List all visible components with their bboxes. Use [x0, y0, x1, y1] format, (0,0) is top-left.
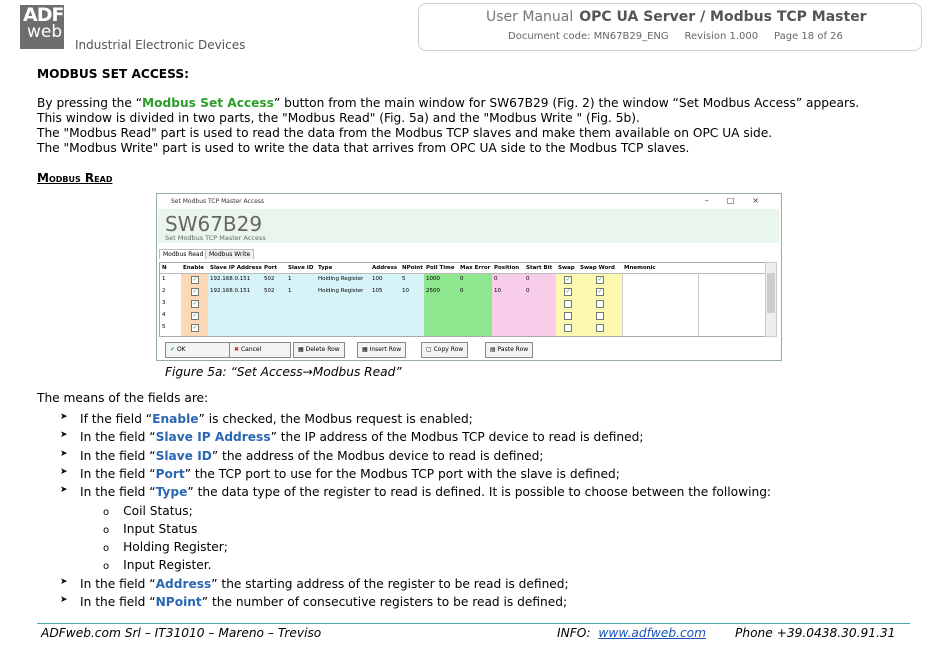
grid-cell[interactable]: 0	[494, 276, 498, 282]
grid-checkbox[interactable]: ✓	[565, 276, 571, 283]
type-option: o Holding Register;	[103, 540, 228, 555]
field-description: ➤ In the field “Port” the TCP port to use for the Modbus TCP port with the slave is defined;	[60, 466, 620, 481]
app-name: SW67B29	[165, 212, 263, 236]
grid-checkbox[interactable]: ✓	[192, 324, 198, 331]
bullet-icon: ➤	[60, 485, 68, 496]
fields-intro: The means of the fields are:	[37, 391, 209, 405]
grid-cell[interactable]: 100	[372, 276, 383, 282]
col-poll: Poll Time	[426, 265, 455, 271]
grid-checkbox[interactable]	[564, 324, 572, 332]
col-n: N	[162, 265, 167, 271]
grid-cell[interactable]: 502	[264, 276, 275, 282]
logo-bottom-text: web	[27, 22, 63, 42]
header-subline: Document code: MN67B29_ENG Revision 1.000 Page 18 of 26	[508, 31, 843, 42]
grid-cell[interactable]: 1	[288, 276, 292, 282]
paste-row-button[interactable]: ▤ Paste Row	[485, 342, 533, 358]
window-titlebar: Set Modbus TCP Master Access –□×	[157, 194, 781, 209]
grid-checkbox[interactable]	[596, 324, 604, 332]
grid-cell[interactable]: 1000	[426, 276, 440, 282]
website-link[interactable]: www.adfweb.com	[598, 626, 707, 640]
cancel-button[interactable]: ✖ Cancel	[229, 342, 291, 358]
grid-cell[interactable]: 0	[460, 288, 464, 294]
modbus-read-window	[156, 193, 782, 361]
col-swapword: Swap Word	[580, 265, 615, 271]
tab-modbus-read[interactable]: Modbus Read	[159, 249, 207, 259]
type-option: o Input Register.	[103, 558, 212, 573]
grid-cell[interactable]: 502	[264, 288, 275, 294]
col-npoint: NPoint	[402, 265, 423, 271]
grid-cell[interactable]: 2500	[426, 288, 440, 294]
subsection-title: Modbus Read	[37, 171, 113, 185]
grid-cell[interactable]: 10	[402, 288, 409, 294]
col-enable: Enable	[183, 265, 204, 271]
grid-checkbox[interactable]: ✓	[192, 276, 198, 283]
col-port: Port	[264, 265, 278, 271]
type-option: o Coil Status;	[103, 503, 193, 518]
grid-checkbox[interactable]: ✓	[597, 276, 603, 283]
grid-cell[interactable]: 0	[526, 288, 530, 294]
grid-scrollbar[interactable]	[765, 262, 777, 337]
intro-paragraph: By pressing the “Modbus Set Access” button from the main window for SW67B29 (Fig. 2) the window “Set Modbus Access” appears. This window is divided in two parts, the "Modbus Read" (Fig. 5a) and the "Modbus Write " (Fig. 5b). The "Modbus Read" part is used to read the data from the Modbus TCP slaves and make them available on OPC UA side. The "Modbus Write" part is used to write the data that arrives from OPC UA side to the Modbus TCP slaves.	[37, 96, 860, 155]
col-maxerr: Max Error	[460, 265, 491, 271]
grid-cell[interactable]: 10	[494, 288, 501, 294]
col-address: Address	[372, 265, 398, 271]
col-position: Position	[494, 265, 520, 271]
col-slave-id: Slave ID	[288, 265, 314, 271]
app-subtitle: Set Modbus TCP Master Access	[165, 234, 266, 242]
grid-checkbox[interactable]	[564, 312, 572, 320]
field-description: ➤ In the field “Slave ID” the address of the Modbus device to read is defined;	[60, 448, 544, 463]
grid-cell[interactable]: 1	[162, 276, 166, 282]
col-swap: Swap	[558, 265, 575, 271]
grid-cell[interactable]: 5	[162, 324, 166, 330]
col-type: Type	[318, 265, 333, 271]
col-startbit: Start Bit	[526, 265, 553, 271]
grid-checkbox[interactable]	[596, 300, 604, 308]
insert-row-button[interactable]: ▦ Insert Row	[357, 342, 406, 358]
window-controls[interactable]: –□×	[704, 196, 777, 205]
grid-checkbox[interactable]: ✓	[192, 300, 198, 307]
col-ip: Slave IP Address	[210, 265, 262, 271]
grid-cell[interactable]: 3	[162, 300, 166, 306]
bullet-icon: ➤	[60, 466, 68, 477]
grid-cell[interactable]: 0	[460, 276, 464, 282]
field-description: ➤ In the field “Slave IP Address” the IP address of the Modbus TCP device to read is defined;	[60, 430, 644, 445]
grid-cell[interactable]: 2	[162, 288, 166, 294]
col-mnemonic: Mnemonic	[624, 265, 656, 271]
logo-top-text: ADF	[23, 4, 64, 26]
field-description: ➤ In the field “Address” the starting address of the register to be read is defined;	[60, 576, 569, 591]
footer-info: INFO: www.adfweb.com	[557, 626, 707, 640]
field-description: ➤ If the field “Enable” is checked, the Modbus request is enabled;	[60, 412, 473, 426]
delete-row-button[interactable]: ▦ Delete Row	[293, 342, 345, 358]
copy-row-button[interactable]: ▢ Copy Row	[421, 342, 468, 358]
ok-button[interactable]: ✔ OK	[165, 342, 231, 358]
grid-cell[interactable]: Holding Register	[318, 288, 364, 294]
tagline: Industrial Electronic Devices	[75, 38, 246, 52]
bullet-icon: ➤	[60, 576, 68, 587]
footer-phone: Phone +39.0438.30.91.31	[735, 626, 896, 640]
grid-checkbox[interactable]	[564, 300, 572, 308]
grid-cell[interactable]: 1	[288, 288, 292, 294]
bullet-icon: ➤	[60, 595, 68, 605]
grid-checkbox[interactable]: ✓	[192, 312, 198, 319]
grid-cell[interactable]: 192.168.0.151	[210, 288, 251, 294]
bullet-icon: ➤	[60, 430, 68, 441]
section-title: MODBUS SET ACCESS:	[37, 67, 189, 81]
footer-company: ADFweb.com Srl – IT31010 – Mareno – Treviso	[41, 626, 322, 640]
tab-modbus-write[interactable]: Modbus Write	[205, 249, 254, 259]
field-description: ➤ In the field “Type” the data type of the register to read is defined. It is possible to choose between the following:	[60, 485, 772, 500]
access-grid[interactable]	[159, 262, 767, 337]
type-option: o Input Status	[103, 521, 198, 536]
grid-checkbox[interactable]: ✓	[565, 288, 571, 295]
grid-cell[interactable]: 192.168.0.151	[210, 276, 251, 282]
grid-cell[interactable]: 105	[372, 288, 383, 294]
grid-cell[interactable]: 5	[402, 276, 406, 282]
grid-cell[interactable]: Holding Register	[318, 276, 364, 282]
grid-checkbox[interactable]: ✓	[597, 288, 603, 295]
bullet-icon: ➤	[60, 448, 68, 459]
grid-checkbox[interactable]: ✓	[192, 288, 198, 295]
field-description: ➤ In the field “NPoint” the number of consecutive registers to be read is defined;	[60, 595, 568, 609]
bullet-icon: ➤	[60, 412, 68, 422]
header-title: User Manual OPC UA Server / Modbus TCP Master	[486, 9, 867, 25]
grid-checkbox[interactable]	[596, 312, 604, 320]
grid-cell[interactable]: 4	[162, 312, 166, 318]
figure-caption: Figure 5a: “Set Access→Modbus Read”	[165, 365, 402, 379]
grid-cell[interactable]: 0	[526, 276, 530, 282]
footer-divider	[37, 623, 910, 624]
